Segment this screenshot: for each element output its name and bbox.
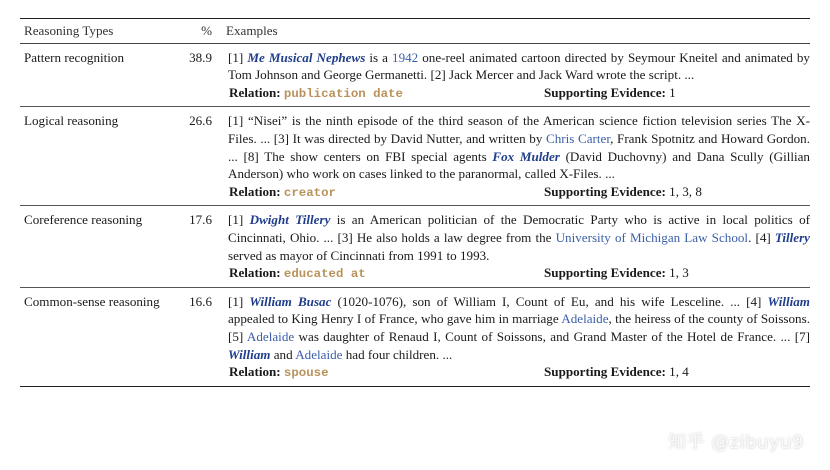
header-percent: % <box>201 23 212 38</box>
evidence-label: Supporting Evidence: <box>544 265 666 281</box>
entity-mention: Fox Mulder <box>492 148 560 164</box>
text-segment: and <box>270 346 296 362</box>
evidence-label: Supporting Evidence: <box>544 364 666 380</box>
text-segment: (David Duchovny) and Dana Scully (Gillian Anderson) who work on cases linked to the paranormal, called X-Files. ... <box>228 148 810 182</box>
reasoning-type-cell: Common-sense reasoning <box>24 293 160 309</box>
evidence-value: 1, 3 <box>669 265 689 281</box>
relation-value: educated at <box>283 267 366 282</box>
evidence-value: 1 <box>669 84 676 100</box>
example-text <box>228 211 810 264</box>
example-footer <box>228 363 810 383</box>
percent-cell: 26.6 <box>189 113 212 129</box>
entity-mention: William <box>228 346 271 362</box>
text-segment: , the heiress of the county of Soissons. [5] <box>228 311 810 344</box>
text-segment: appealed to King Henry I of France, who gave him in marriage <box>228 311 562 327</box>
table-row <box>20 287 810 386</box>
example-text <box>228 49 810 84</box>
reasoning-type-cell: Pattern recognition <box>24 49 124 65</box>
example-cell <box>222 287 810 386</box>
text-segment: [1] <box>228 212 250 228</box>
reasoning-type-cell: Logical reasoning <box>24 113 119 129</box>
linked-entity: University of Michigan Law School <box>555 229 749 245</box>
example-text <box>228 112 810 182</box>
entity-mention: William Busac <box>249 293 332 309</box>
text-segment: served as mayor of Cincinnati from 1991 to 1993. <box>228 247 490 263</box>
relation-label: Relation: <box>229 183 281 199</box>
evidence-value: 1, 4 <box>669 364 689 380</box>
relation-label: Relation: <box>229 364 281 380</box>
table-row <box>20 43 810 107</box>
relation-value: publication date <box>283 86 403 101</box>
relation-value: spouse <box>283 366 329 381</box>
example-footer <box>228 84 810 104</box>
text-segment: [1] <box>228 49 248 65</box>
linked-entity: Adelaide <box>561 311 609 327</box>
header-reasoning-types: Reasoning Types <box>24 23 114 38</box>
entity-mention: Me Musical Nephews <box>247 49 366 65</box>
entity-mention: Tillery <box>774 229 810 245</box>
linked-entity: 1942 <box>392 49 419 65</box>
example-cell <box>222 206 810 287</box>
entity-mention: William <box>767 293 810 309</box>
example-footer <box>228 183 810 203</box>
percent-cell: 16.6 <box>189 293 212 309</box>
evidence-label: Supporting Evidence: <box>544 183 666 199</box>
text-segment: . [4] <box>748 229 775 245</box>
text-segment: [1] <box>228 293 250 309</box>
text-segment: is a <box>365 49 393 65</box>
linked-entity: Adelaide <box>246 328 295 344</box>
header-examples: Examples <box>226 23 278 38</box>
example-footer <box>228 264 810 284</box>
linked-entity: Adelaide <box>295 346 343 362</box>
evidence-label: Supporting Evidence: <box>544 84 666 100</box>
text-segment: is an American politician of the Democratic Party who is active in local politics of Cincinnati, Ohio. ... [3] He also holds a law degree from the <box>228 212 811 245</box>
linked-entity: Chris Carter <box>545 130 611 146</box>
example-text <box>228 293 810 363</box>
table-row <box>20 107 810 206</box>
text-segment: was daughter of Renaud I, Count of Soissons, and Grand Master of the Hotel de France. ... [7] <box>294 328 810 344</box>
percent-cell: 17.6 <box>189 212 212 228</box>
table-header <box>20 19 810 44</box>
relation-label: Relation: <box>229 265 281 281</box>
text-segment: had four children. ... <box>342 346 453 362</box>
text-segment: (1020-1076), son of William I, Count of Eu, and his wife Lesceline. ... [4] <box>331 293 768 309</box>
evidence-value: 1, 3, 8 <box>669 183 702 199</box>
relation-value: creator <box>283 185 336 200</box>
percent-cell: 38.9 <box>189 49 212 65</box>
example-cell <box>222 43 810 107</box>
reasoning-type-cell: Coreference reasoning <box>24 212 143 228</box>
watermark: 知乎 @zibuyu9 <box>667 432 804 453</box>
relation-label: Relation: <box>229 84 281 100</box>
entity-mention: Dwight Tillery <box>249 212 331 228</box>
text-segment: [1] “Nisei” is the ninth episode of the third season of the American science fiction television series The X-Files. ... [3] It was directed by David Nutter, and written by <box>228 113 810 146</box>
text-segment: , Frank Spotnitz and Howard Gordon. ... [8] The show centers on FBI special agents <box>228 130 811 164</box>
reasoning-types-table <box>20 18 810 387</box>
table-row <box>20 206 810 287</box>
text-segment: one-reel animated cartoon directed by Seymour Kneitel and animated by Tom Johnson and George Germanetti. [2] Jack Mercer and Jack Ward wrote the script. ... <box>228 49 810 83</box>
example-cell <box>222 107 810 206</box>
